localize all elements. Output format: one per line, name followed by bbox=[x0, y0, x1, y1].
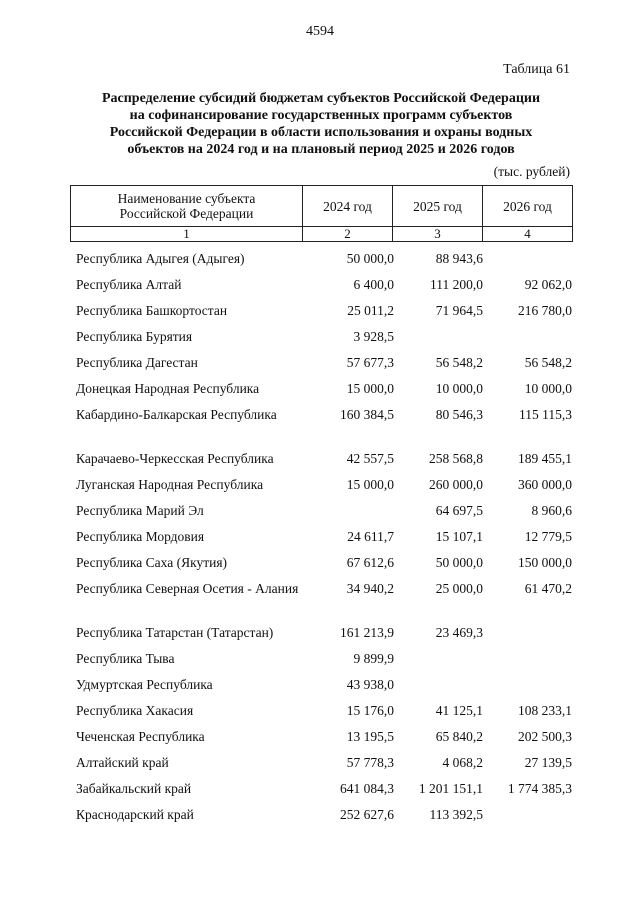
header-2024: 2024 год bbox=[303, 186, 393, 227]
title-line: объектов на 2024 год и на плановый период 2025 и 2026 годов bbox=[127, 142, 515, 157]
value-2024: 641 084,3 bbox=[340, 781, 394, 796]
table-row bbox=[76, 402, 572, 446]
value-2024: 57 778,3 bbox=[346, 755, 394, 770]
column-number: 2 bbox=[303, 227, 393, 242]
table-row bbox=[76, 350, 572, 376]
value-2025: 23 469,3 bbox=[435, 625, 483, 640]
table-label: Таблица 61 bbox=[503, 62, 570, 77]
value-2026: 150 000,0 bbox=[518, 555, 572, 570]
subject-name: Республика Татарстан (Татарстан) bbox=[76, 625, 274, 640]
value-2024: 15 000,0 bbox=[346, 381, 394, 396]
subject-name: Алтайский край bbox=[76, 755, 169, 770]
subject-name: Республика Дагестан bbox=[76, 355, 198, 370]
value-2026: 56 548,2 bbox=[524, 355, 572, 370]
value-2025: 41 125,1 bbox=[435, 703, 483, 718]
value-2026: 216 780,0 bbox=[518, 303, 572, 318]
value-2024 bbox=[304, 498, 394, 502]
table-row bbox=[76, 524, 572, 550]
table-row bbox=[76, 298, 572, 324]
subject-name: Республика Тыва bbox=[76, 651, 175, 666]
subject-name: Республика Саха (Якутия) bbox=[76, 555, 228, 570]
subject-name: Республика Мордовия bbox=[76, 529, 205, 544]
value-2025: 71 964,5 bbox=[435, 303, 483, 318]
value-2024: 161 213,9 bbox=[340, 625, 394, 640]
value-2026: 27 139,5 bbox=[524, 755, 572, 770]
value-2024: 252 627,6 bbox=[340, 807, 394, 822]
value-2026: 115 115,3 bbox=[519, 407, 572, 422]
subject-name: Донецкая Народная Республика bbox=[76, 381, 260, 396]
value-2025 bbox=[394, 672, 483, 676]
table-row bbox=[76, 576, 572, 620]
header-subject-name: Наименование субъекта Российской Федерации bbox=[71, 186, 303, 227]
subject-name: Краснодарский край bbox=[76, 807, 194, 822]
value-2025: 1 201 151,1 bbox=[418, 781, 483, 796]
subject-name: Забайкальский край bbox=[76, 781, 192, 796]
value-2024: 15 000,0 bbox=[346, 477, 394, 492]
subject-name: Карачаево-Черкесская Республика bbox=[76, 451, 274, 466]
table-row bbox=[76, 776, 572, 802]
value-2025: 258 568,8 bbox=[429, 451, 483, 466]
value-2025: 111 200,0 bbox=[430, 277, 483, 292]
table-row bbox=[76, 724, 572, 750]
table-row bbox=[76, 446, 572, 472]
value-2026: 108 233,1 bbox=[518, 703, 572, 718]
value-2026: 92 062,0 bbox=[524, 277, 572, 292]
table-row bbox=[76, 802, 572, 828]
value-2026: 61 470,2 bbox=[524, 581, 572, 596]
table-row bbox=[76, 698, 572, 724]
value-2024: 160 384,5 bbox=[340, 407, 394, 422]
subject-name: Чеченская Республика bbox=[76, 729, 205, 744]
value-2025: 15 107,1 bbox=[435, 529, 483, 544]
page-number: 4594 bbox=[306, 24, 334, 39]
value-2024: 3 928,5 bbox=[353, 329, 394, 344]
title-line: Распределение субсидий бюджетам субъектов Российской Федерации bbox=[101, 91, 541, 106]
value-2026 bbox=[483, 620, 572, 624]
table-row bbox=[76, 472, 572, 498]
value-2024: 34 940,2 bbox=[346, 581, 394, 596]
table-row bbox=[76, 620, 572, 646]
subject-name: Республика Бурятия bbox=[76, 329, 193, 344]
value-2025: 4 068,2 bbox=[442, 755, 483, 770]
subject-name: Республика Адыгея (Адыгея) bbox=[76, 251, 245, 266]
value-2026: 8 960,6 bbox=[531, 503, 572, 518]
subject-name: Республика Хакасия bbox=[76, 703, 194, 718]
table-row bbox=[76, 246, 572, 272]
subject-name: Луганская Народная Республика bbox=[76, 477, 264, 492]
value-2024: 50 000,0 bbox=[346, 251, 394, 266]
title-line: Российской Федерации в области использования и охраны водных bbox=[109, 125, 533, 140]
value-2024: 24 611,7 bbox=[347, 529, 394, 544]
column-number: 4 bbox=[483, 227, 573, 242]
table-row bbox=[76, 498, 572, 524]
value-2025: 80 546,3 bbox=[435, 407, 483, 422]
value-2026: 1 774 385,3 bbox=[507, 781, 572, 796]
value-2026 bbox=[483, 802, 572, 806]
value-2026: 10 000,0 bbox=[524, 381, 572, 396]
value-2024: 13 195,5 bbox=[346, 729, 394, 744]
value-2024: 67 612,6 bbox=[346, 555, 394, 570]
units-label: (тыс. рублей) bbox=[493, 164, 570, 179]
value-2025: 65 840,2 bbox=[435, 729, 483, 744]
value-2026 bbox=[483, 324, 572, 328]
value-2024: 15 176,0 bbox=[346, 703, 394, 718]
value-2026: 360 000,0 bbox=[518, 477, 572, 492]
table-row bbox=[76, 672, 572, 698]
value-2024: 43 938,0 bbox=[346, 677, 394, 692]
value-2026: 189 455,1 bbox=[518, 451, 572, 466]
value-2026 bbox=[483, 672, 572, 676]
value-2025: 260 000,0 bbox=[429, 477, 483, 492]
value-2026: 202 500,3 bbox=[518, 729, 572, 744]
subject-name: Республика Марий Эл bbox=[76, 503, 204, 518]
value-2024: 6 400,0 bbox=[353, 277, 394, 292]
value-2025: 113 392,5 bbox=[429, 807, 483, 822]
column-number: 1 bbox=[71, 227, 303, 242]
value-2025: 64 697,5 bbox=[435, 503, 483, 518]
column-number: 3 bbox=[393, 227, 483, 242]
value-2026 bbox=[483, 646, 572, 650]
value-2025: 50 000,0 bbox=[435, 555, 483, 570]
subject-name: Республика Башкортостан bbox=[76, 303, 228, 318]
table-row bbox=[76, 750, 572, 776]
value-2025: 56 548,2 bbox=[435, 355, 483, 370]
table-row bbox=[76, 376, 572, 402]
table-row bbox=[76, 550, 572, 576]
value-2024: 57 677,3 bbox=[346, 355, 394, 370]
subject-name: Республика Северная Осетия - Алания bbox=[76, 581, 299, 596]
value-2025 bbox=[394, 646, 483, 650]
subject-name: Удмуртская Республика bbox=[76, 677, 213, 692]
value-2025: 10 000,0 bbox=[435, 381, 483, 396]
value-2026 bbox=[483, 246, 572, 250]
header-2025: 2025 год bbox=[393, 186, 483, 227]
table-row bbox=[76, 272, 572, 298]
value-2026: 12 779,5 bbox=[524, 529, 572, 544]
value-2024: 42 557,5 bbox=[346, 451, 394, 466]
table-row bbox=[76, 646, 572, 672]
value-2024: 9 899,9 bbox=[353, 651, 394, 666]
value-2025: 25 000,0 bbox=[435, 581, 483, 596]
table-body bbox=[76, 246, 572, 828]
subject-name: Кабардино-Балкарская Республика bbox=[76, 407, 277, 422]
value-2024: 25 011,2 bbox=[347, 303, 394, 318]
title-line: на софинансирование государственных программ субъектов bbox=[129, 108, 513, 123]
table-header bbox=[70, 185, 573, 242]
header-2026: 2026 год bbox=[483, 186, 573, 227]
table-row bbox=[76, 324, 572, 350]
table-title bbox=[70, 90, 572, 158]
value-2025 bbox=[394, 324, 483, 328]
value-2025: 88 943,6 bbox=[435, 251, 483, 266]
subject-name: Республика Алтай bbox=[76, 277, 182, 292]
